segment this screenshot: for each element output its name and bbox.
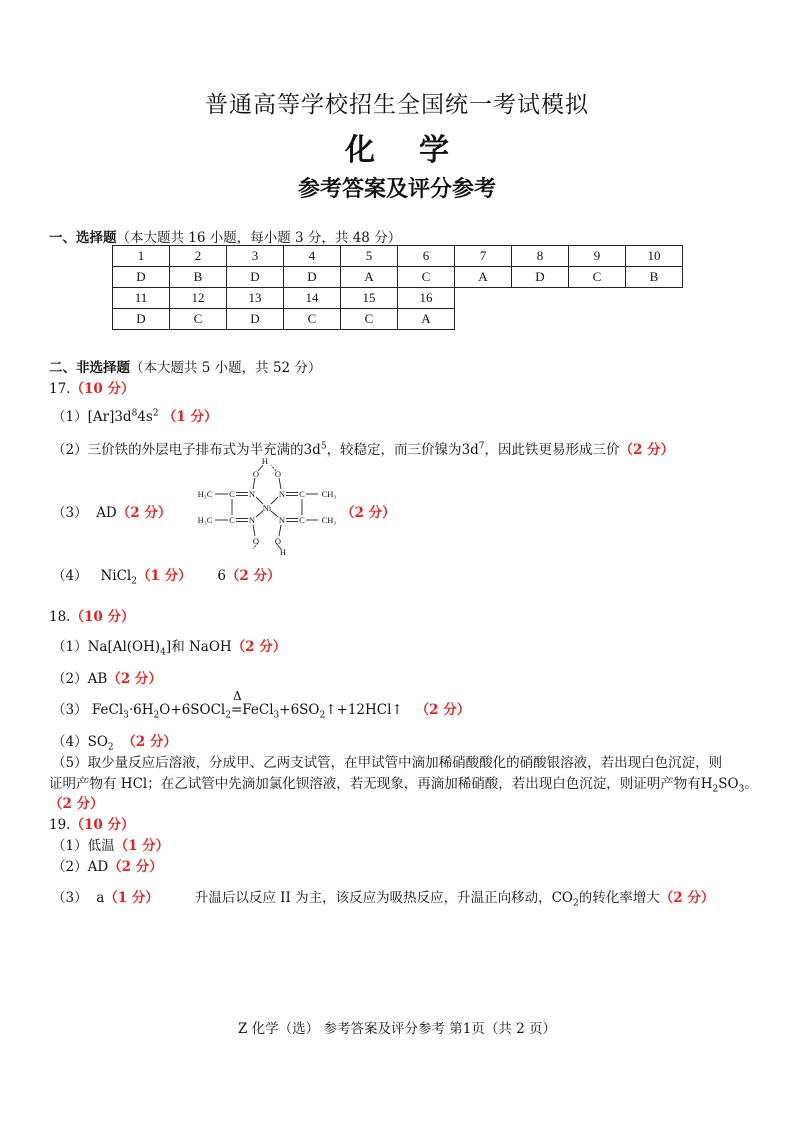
section1-note: （本大题共 16 小题，每小题 3 分，共 48 分） [116,230,402,246]
table-cell: 6 [398,246,455,267]
table-cell: D [113,267,170,288]
table-cell-empty [626,288,683,309]
q18-part2 [52,667,162,687]
nickel-dimethylglyoxime-structure [195,456,345,558]
table-cell: 16 [398,288,455,309]
q18-p5-line2: 证明产物有 HCl；在乙试管中先滴加氯化钡溶液，若无现象，再滴加稀硝酸，若出现白色沉淀，则证明产物有 [49,776,701,792]
table-cell-empty [626,309,683,330]
table-cell: D [227,309,284,330]
table-cell: A [398,309,455,330]
q18-p4-score: （2 分） [122,734,177,750]
q19-part3 [52,886,714,909]
q17-score: （10 分） [70,381,135,397]
table-cell: D [113,309,170,330]
table-cell: 10 [626,246,683,267]
subject-title: 化学 [345,133,493,168]
q17-p3-score-a: （2 分） [116,505,172,521]
q18-label: 18. [49,609,71,625]
table-row [113,246,683,267]
table-cell: 15 [341,288,398,309]
q18-part5 [52,751,722,771]
section1-heading [49,226,401,246]
q17-p4-label: （4） [52,568,88,584]
q19-p3-text-b: 的转化率增大 [578,890,660,906]
q17-p1-label: （1） [52,409,88,425]
section2-heading [49,356,321,376]
table-cell: C [284,309,341,330]
structure-carbon: C [299,515,305,525]
q17-p2-config-ni: $3d^7$ [461,441,485,458]
q17-p4-score-b: （2 分） [225,568,281,584]
q17-part4 [52,564,281,587]
q17-p3-score-b: （2 分） [341,505,396,521]
table-cell: B [626,267,683,288]
table-cell: 13 [227,288,284,309]
q17-part2 [52,438,674,458]
table-cell: A [455,267,512,288]
q17-p3-label: （3） [52,505,88,521]
q19-p3-label: （3） [52,890,88,906]
structure-methyl-lower-left: H₃C [197,515,213,525]
q17-p4-answer-b: 6 [217,568,226,584]
table-cell: 9 [569,246,626,267]
table-cell: 3 [227,246,284,267]
q18-p4-label: （4） [52,734,88,750]
q18-p5-product: $H_2SO_3$ [700,776,745,795]
table-cell-empty [569,309,626,330]
q19-p3-score-a: （1 分） [104,890,159,906]
table-cell-empty [512,309,569,330]
q19-p1-score: （1 分） [114,838,170,854]
q18-p1-score: （2 分） [231,639,287,655]
table-cell: C [398,267,455,288]
table-cell: A [341,267,398,288]
table-row [113,267,683,288]
table-cell: 1 [113,246,170,267]
table-cell: B [170,267,227,288]
table-cell: C [170,309,227,330]
q19-p3-answer: a [96,890,105,906]
table-cell: D [227,267,284,288]
structure-nitrogen: N [248,515,256,525]
structure-carbon: C [229,489,235,499]
structure-nitrogen: N [248,489,256,499]
q18-p1-and: 和 NaOH [171,639,232,655]
page-footer: Z 化学（选） 参考答案及评分参考 第1页（共 2 页） [237,1021,556,1037]
structure-methyl-upper-right: CH₃ [321,489,337,499]
structure-methyl-upper-left: H₃C [197,489,213,499]
q18-p2-score: （2 分） [107,671,162,687]
q19-p2-answer: AD [87,859,109,875]
table-cell-empty [455,288,512,309]
structure-carbon: C [299,489,305,499]
q19-p1-answer: 低温 [87,838,115,854]
q18-p5-score: （2 分） [49,796,104,812]
q18-p3-label: （3） [52,702,88,718]
q17-p2-text-c: ，因此铁更易形成三价 [484,442,620,458]
structure-hydrogen: H [279,547,287,557]
q17-heading [49,377,134,397]
q17-part3 [52,501,171,521]
structure-nickel: Ni [262,503,272,513]
q17-p1-score: （1 分） [162,409,218,425]
q17-p2-text-b: ，较稳定，而三价镍为 [326,442,462,458]
structure-hydrogen: H [261,456,269,466]
q19-part2 [52,855,163,875]
table-cell: D [284,267,341,288]
q17-p2-score: （2 分） [619,442,675,458]
table-cell: 12 [170,288,227,309]
structure-nitrogen: N [278,489,286,499]
q17-part1 [52,405,217,425]
table-cell: 8 [512,246,569,267]
q19-p2-label: （2） [52,859,88,875]
q18-p1-answer: $Na[Al(OH)_4]$ [87,639,172,658]
q18-p2-answer: AB [87,671,108,687]
q18-p3-score: （2 分） [415,702,471,718]
q17-p1-answer: $[Ar]3d^84s^2$ [87,408,159,425]
q17-label: 17. [49,381,71,397]
section2-title: 二、非选择题 [49,360,130,376]
q19-p3-co2: $CO_2$ [551,890,579,909]
q19-label: 19. [49,817,71,833]
structure-oxygen: O [252,536,260,546]
q19-score: （10 分） [70,817,135,833]
q18-p5-line1: 取少量反应后溶液，分成甲、乙两支试管，在甲试管中滴加稀硝酸酸化的硝酸银溶液，若出现白色沉淀，则 [87,755,723,771]
q18-p1-label: （1） [52,639,88,655]
answer-table [112,245,683,330]
table-cell-empty [569,288,626,309]
document-subtitle: 参考答案及评分参考 [297,177,496,202]
q18-part1 [52,635,286,658]
table-cell: 2 [170,246,227,267]
q18-p3-equation: $FeCl_3\cdot 6H_2O+6SOCl_2$ Δ $=FeCl_3+6SO_2↑+12HCl↑$ [91,689,403,721]
q17-p2-label: （2） [52,442,88,458]
q19-p1-label: （1） [52,838,88,854]
table-cell-empty [455,309,512,330]
q17-p3-answer: AD [96,505,117,521]
q17-p4-score-a: （1 分） [136,568,192,584]
q18-part3 [52,689,471,721]
q18-part5-cont: 证明产物有 HCl；在乙试管中先滴加氯化钡溶液，若无现象，再滴加稀硝酸，若出现白色沉淀，则证明产物有$H_2SO_3$。 [49,776,758,795]
document-title: 普通高等学校招生全国统一考试模拟 [205,92,589,118]
q19-p3-text: 升温后以反应 II 为主，该反应为吸热反应，升温正向移动， [194,890,552,906]
q19-heading [49,813,134,833]
table-cell: 5 [341,246,398,267]
table-row [113,309,683,330]
q17-p2-config-fe: $3d^5$ [303,441,327,458]
q19-part1 [52,834,169,854]
table-cell: 4 [284,246,341,267]
table-cell: C [569,267,626,288]
q18-heading [49,605,134,625]
structure-nitrogen: N [278,515,286,525]
table-row [113,288,683,309]
q17-p4-answer-a: NiCl$_2$ [100,568,137,587]
table-cell: 7 [455,246,512,267]
table-cell: 11 [113,288,170,309]
structure-oxygen: O [252,469,260,479]
q19-p2-score: （2 分） [108,859,163,875]
section2-note: （本大题共 5 小题，共 52 分） [130,360,322,376]
q18-part4 [52,730,177,753]
table-cell: D [512,267,569,288]
section1-title: 一、选择题 [49,230,117,246]
q18-p2-label: （2） [52,671,88,687]
table-cell-empty [512,288,569,309]
structure-carbon: C [229,515,235,525]
q19-p3-score-b: （2 分） [659,890,715,906]
table-cell: 14 [284,288,341,309]
q18-p4-answer: $SO_2$ [87,734,114,753]
q18-score: （10 分） [70,609,135,625]
table-cell: C [341,309,398,330]
q18-p5-label: （5） [52,755,88,771]
structure-oxygen: O [274,536,282,546]
structure-methyl-lower-right: CH₃ [321,515,337,525]
structure-oxygen: O [274,469,282,479]
q17-p2-text-a: 三价铁的外层电子排布式为半充满的 [87,442,304,458]
